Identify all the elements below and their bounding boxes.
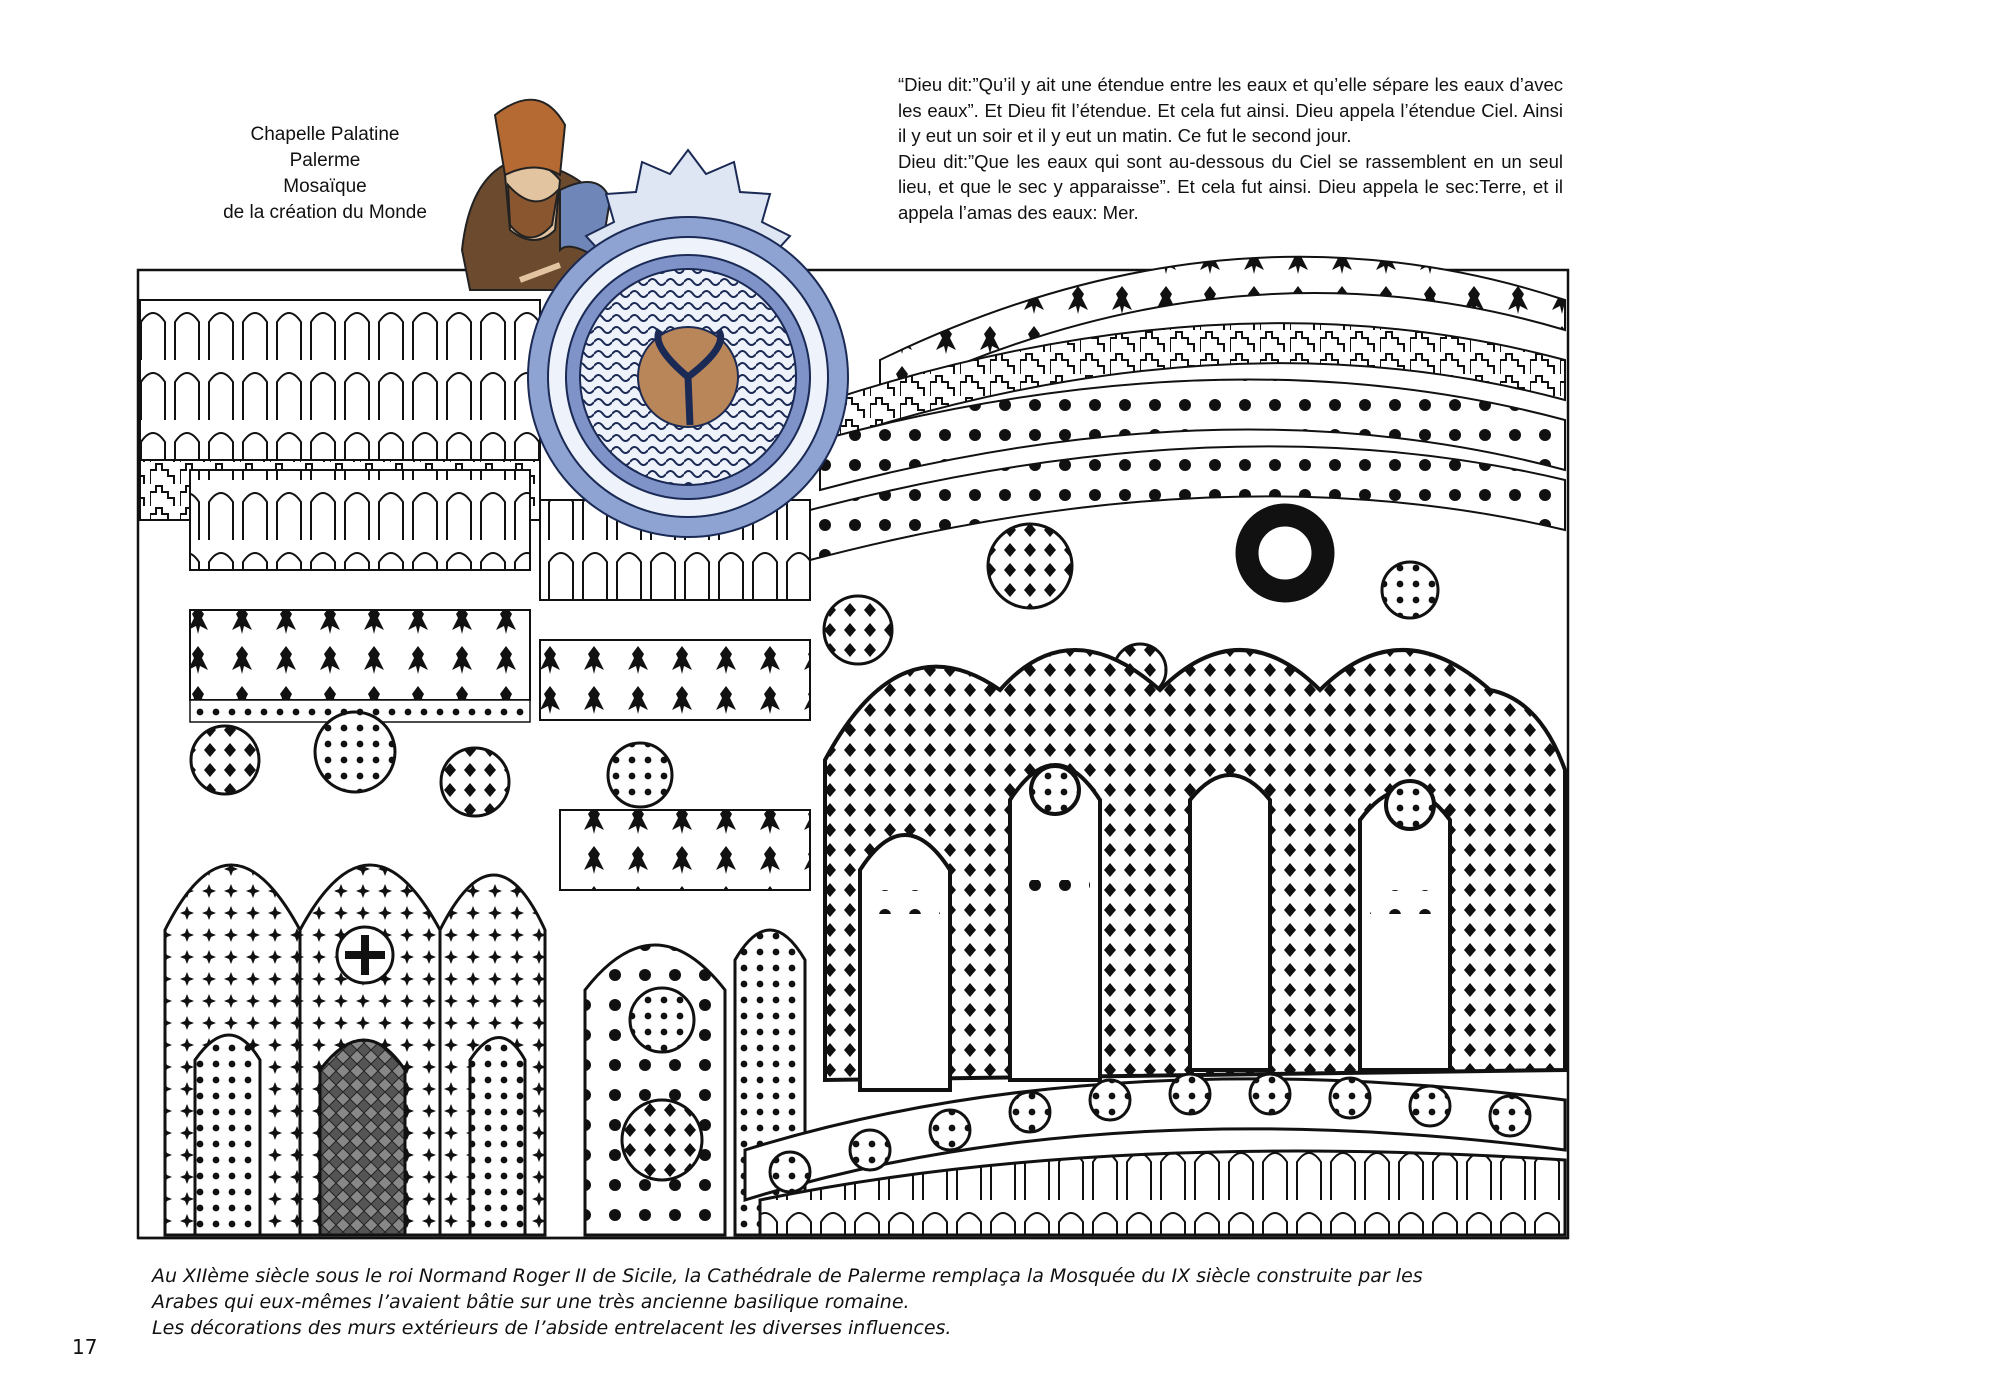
middle-tower-people-band <box>540 640 810 720</box>
caption-line-4: de la création du Monde <box>223 202 427 223</box>
upper-left-arcade-band <box>140 300 540 460</box>
history-line-1: Au XIIème siècle sous le roi Normand Roger II de Sicile, la Cathédrale de Palerme remplaça la Mosquée du IX siècle construite par les <box>152 1265 1423 1287</box>
middle-tower-rosette <box>608 743 672 807</box>
page-number: 17 <box>72 1335 98 1359</box>
caption-line-1: Chapelle Palatine <box>250 124 400 145</box>
history-line-2: Arabes qui eux-mêmes l’avaient bâtie sur une très ancienne basilique romaine. <box>152 1291 910 1313</box>
left-tower-people-band <box>190 610 530 700</box>
caption-line-2: Palerme <box>289 150 361 171</box>
history-paragraph <box>152 1263 1632 1341</box>
left-tower-arches <box>165 865 545 1235</box>
middle-tower-figure-band <box>560 810 810 890</box>
quote-paragraph-2: Dieu dit:”Que les eaux qui sont au-dessous du Ciel se rassemblent en un seul lieu, et que le sec y apparaisse”. Et cela fut ainsi. Dieu appela le sec:Terre, et il appela l’amas des eaux: Mer. <box>898 150 1563 223</box>
history-line-3: Les décorations des murs extérieurs de l’abside entrelacent les diverses influences. <box>152 1317 952 1339</box>
left-tower-arcade-band <box>190 470 530 570</box>
caption-line-3: Mosaïque <box>283 176 367 197</box>
quote-paragraph-1: “Dieu dit:”Qu’il y ait une étendue entre les eaux et qu’elle sépare les eaux d’avec les eaux”. Et Dieu fit l’étendue. Et cela fut ainsi. Dieu appela l’étendue Ciel. Ainsi il y eut un soir et il y eut un matin. Ce fut le second jour. <box>898 74 1563 147</box>
right-apse-arches <box>825 650 1565 1090</box>
